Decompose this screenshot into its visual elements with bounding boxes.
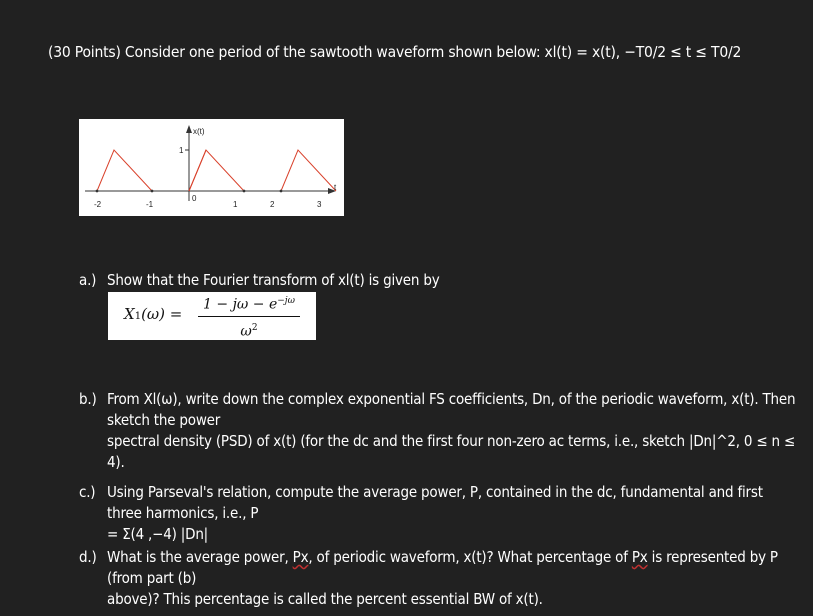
part-c-text (107, 482, 799, 545)
part-c-label: c.) (79, 483, 96, 501)
formula-numerator: $1 - j\omega - e^{-j\omega}$ (203, 296, 295, 313)
formula-fraction (194, 292, 304, 340)
x-tick-neg1: -1 (146, 200, 154, 209)
x-tick-3: 3 (317, 200, 322, 209)
part-c-line-2: = Σ(4 ,−4) |Dn| (107, 525, 209, 543)
part-c-line-1: Using Parseval's relation, compute the average power, P, contained in the dc, fundamental and first three harmonics, i.e., P (107, 483, 763, 522)
sawtooth-period-3 (281, 150, 336, 191)
x-tick-1: 1 (233, 200, 238, 209)
part-d-line-2: above)? This percentage is called the percent essential BW of x(t). (107, 590, 543, 608)
x-tick-0: 0 (192, 194, 197, 203)
part-d-label: d.) (79, 548, 97, 566)
problem-title: (30 Points) Consider one period of the sawtooth waveform shown below: xl(t) = x(t), −T0/2 ≤ t ≤ T0/2 (48, 43, 742, 61)
t-axis-label: t (334, 183, 337, 192)
y-axis-arrow (186, 125, 192, 133)
part-a-label: a.) (79, 271, 97, 289)
formula-denominator: $\omega^2$ (240, 322, 258, 340)
x-tick-neg2: -2 (94, 200, 102, 209)
part-b-label: b.) (79, 390, 97, 408)
part-b-text (107, 389, 799, 473)
y-tick-1: 1 (179, 146, 184, 155)
spellcheck-px-2: Px (631, 548, 648, 566)
sawtooth-figure (79, 119, 344, 216)
y-axis-label: x(t) (193, 127, 205, 136)
part-d-line-1: What is the average power, Px, of periodic waveform, x(t)? What percentage of Px is represented by P (from part (b) (107, 548, 778, 587)
part-b-line-2: spectral density (PSD) of x(t) (for the dc and the first four non-zero ac terms, i.e., sketch |Dn|^2, 0 ≤ n ≤ 4). (107, 432, 796, 471)
fourier-transform-formula (108, 292, 316, 340)
part-a-text: Show that the Fourier transform of xl(t) is given by (107, 271, 440, 289)
fraction-bar (198, 316, 300, 317)
spellcheck-px-1: Px (292, 548, 309, 566)
part-d-text (107, 547, 799, 610)
formula-lhs: X1(ω) = (124, 305, 183, 323)
sawtooth-period-1 (97, 150, 152, 191)
x-tick-2: 2 (270, 200, 275, 209)
part-b-line-1: From Xl(ω), write down the complex exponential FS coefficients, Dn, of the periodic waveform, x(t). Then sketch the power (107, 390, 796, 429)
